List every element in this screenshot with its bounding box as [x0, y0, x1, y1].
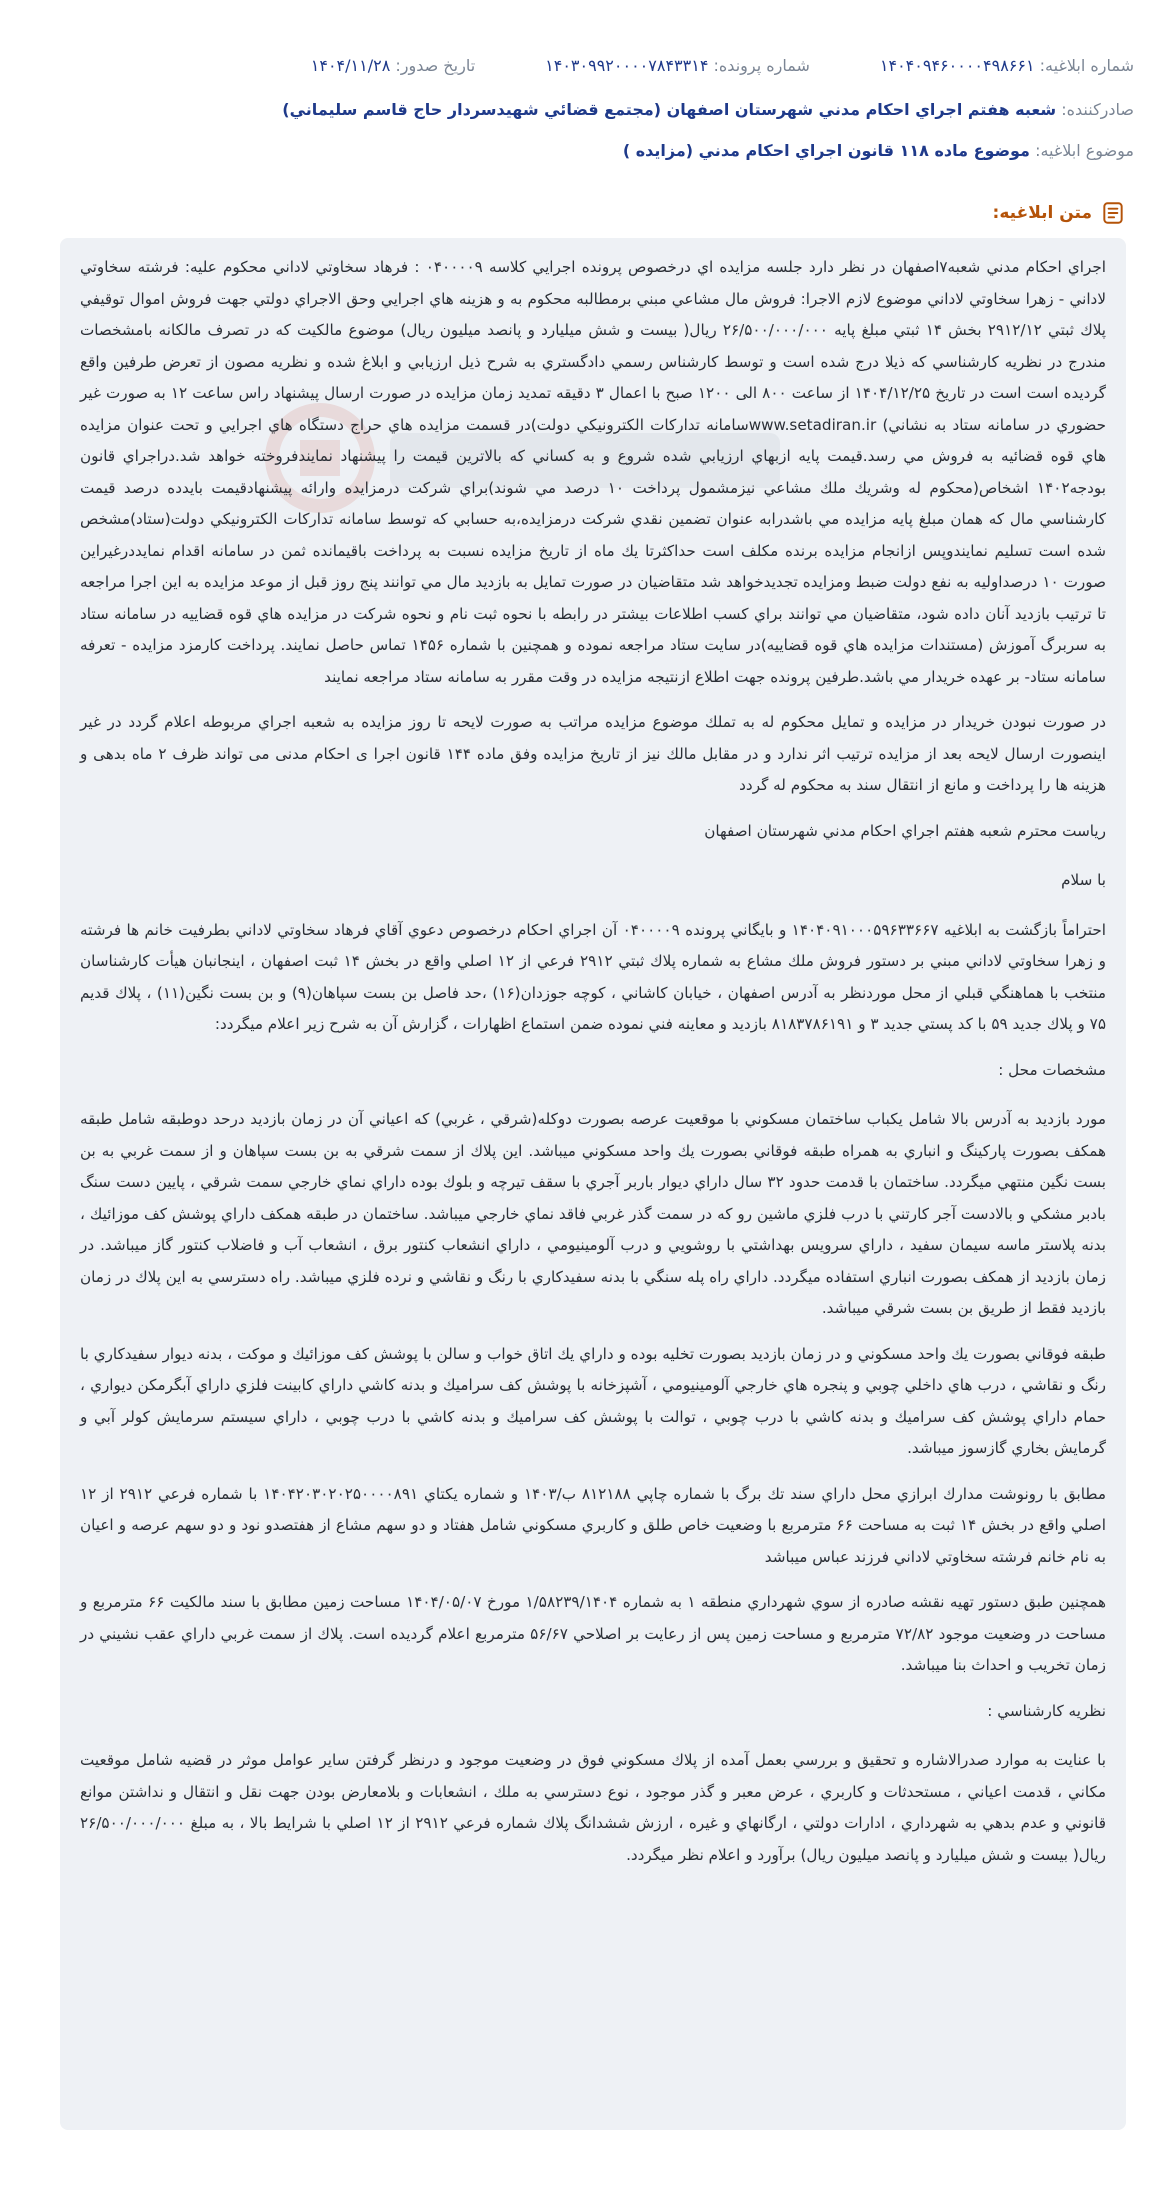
paragraph-addressee: رياست محترم شعبه هفتم اجراي احكام مدني شهرستان اصفهان — [704, 821, 1106, 840]
notice-body — [60, 238, 1126, 2130]
issuer-row — [282, 100, 1134, 119]
case-number-label: شماره پرونده: — [713, 56, 810, 75]
subject-label: موضوع ابلاغیه: — [1035, 141, 1134, 160]
notice-text-title: متن ابلاغیه: — [992, 203, 1092, 223]
paragraph-upper-floor: طبقه فوقاني بصورت يك واحد مسكوني و در زمان بازديد بصورت تخليه بوده و داراي يك اتاق خواب و سالن با پوشش كف موزائيك و موكت ، بدنه ديوار سفيدكاري با رنگ و نقاشي ، درب هاي داخلي چوبي و پنجره هاي خارجي آلومينيومي ، آشپزخانه با پوشش كف سراميك و بدنه كاشي داراي كابينت فلزي داراي آبگرمكن ديواري ، حمام داراي پوشش كف سراميك و بدنه كاشي با درب چوبي ، توالت با پوشش كف سراميك و بدنه كاشي با درب چوبي ، داراي سيستم سرمايش كولر آبي و گرمايش بخاري گازسوز ميباشد. — [80, 1344, 1106, 1457]
notice-number — [880, 56, 1134, 75]
paragraph-no-buyer: در صورت نبودن خريدار در مزايده و تمايل محكوم له به تملك موضوع مزايده مراتب به صورت لايحه تا روز مزايده به شعبه اجراي مربوطه اعلام گردد در غير اينصورت ارسال لايحه بعد از مزايده ترتيب اثر ندارد و در مقابل مالك نيز از تاريخ مزايده وفق ماده ۱۴۴ قانون اجرا ی احكام مدنی می تواند ظرف ۲ ماه بدهی و هزينه ها را پرداخت و مانع از انتقال سند به محكوم له گردد — [80, 713, 1106, 794]
issue-date-label: تاریخ صدور: — [395, 56, 476, 75]
paragraph-site-description: مورد بازديد به آدرس بالا شامل يكباب ساختمان مسكوني با موقعيت عرصه بصورت دوكله(شرقي ، غربي) كه اعياني آن در زمان بازديد درحد دوطبقه شامل طبقه همكف بصورت پاركينگ و انباري به همراه طبقه فوقاني بصورت يك واحد مسكوني ميباشد. اين پلاك از سمت شرقي به بن بست سپاهان و از سمت غربي به بن بست نگين منتهي ميگردد. ساختمان با قدمت حدود ۳۲ سال داراي ديوار باربر آجري با سقف تيرچه و بلوك بوده داراي نماي خارجي سمت شرقي ، پايين دست سنگ بادبر مشكي و بالادست آجر كارتني با درب فلزي ماشين رو كه در سمت گذر غربي فاقد نماي خارجي ميباشد. ساختمان در طبقه همكف داراي پوشش كف موزائيك ، بدنه پلاستر ماسه سيمان سفيد ، داراي سرويس بهداشتي با روشويي و درب آلومينيومي ، داراي انشعاب كنتور برق ، انشعاب آب و فاضلاب كنتور گاز ميباشد. در زمان بازديد از همكف بصورت انباري استفاده ميگردد. داراي راه پله سنگي با بدنه سفيدكاري با رنگ و نقاشي و نرده فلزي ميباشد. راه دسترسي به اين پلاك در زمان بازديد فقط از طريق بن بست شرقي ميباشد. — [80, 1110, 1106, 1317]
issue-date-value: ۱۴۰۴/۱۱/۲۸ — [310, 56, 391, 75]
issuer-value: شعبه هفتم اجراي احكام مدني شهرستان اصفهان (مجتمع قضائي شهيدسردار حاج قاسم سليماني) — [282, 100, 1057, 119]
paragraph-site-heading: مشخصات محل : — [998, 1060, 1106, 1079]
paragraph-greeting: با سلام — [1061, 871, 1106, 889]
paragraph-municipality: همچنين طبق دستور تهيه نقشه صادره از سوي شهرداري منطقه ۱ به شماره ۱/۵۸۲۳۹/۱۴۰۴ مورخ ۱۴۰۴/۰۵/۰۷ مساحت زمين مطابق با سند مالكيت ۶۶ مترمربع و مساحت در وضعيت موجود ۷۲/۸۲ مترمربع و مساحت زمين پس از رعايت بر اصلاحي ۵۶/۶۷ مترمربع اعلام گرديده است. پلاك از سمت غربي داراي عقب نشيني در زمان تخريب و احداث بنا ميباشد. — [80, 1593, 1107, 1674]
notice-text-heading — [993, 200, 1126, 226]
issuer-label: صادرکننده: — [1061, 100, 1134, 119]
paragraph-expert-opinion: با عنايت به موارد صدرالاشاره و تحقيق و بررسي بعمل آمده از پلاك مسكوني فوق در وضعيت موجود و درنظر گرفتن ساير عوامل موثر در قضيه شامل موقعيت مكاني ، قدمت اعياني ، مستحدثات و كاربري ، عرض معبر و گذر موجود ، نوع دسترسي به ملك ، انشعابات و بلامعارض بودن جهت نقل و انتقال و نداشتن موانع قانوني و عدم بدهي به شهرداري ، ادارات دولتي ، ارگانهاي و غيره ، ارزش ششدانگ پلاك شماره فرعي ۲۹۱۲ از ۱۲ اصلي با شرايط بالا ، به مبلغ ۲۶/۵۰۰/۰۰۰/۰۰۰ ريال( بيست و شش ميليارد و پانصد ميليون ريال) برآورد و اعلام نظر ميگردد. — [80, 1751, 1106, 1864]
subject-value: موضوع ماده ۱۱۸ قانون اجراي احكام مدني (مزايده ) — [622, 141, 1030, 160]
notice-number-label: شماره ابلاغیه: — [1039, 56, 1134, 75]
notice-meta-row — [241, 56, 1134, 75]
paragraph-auction-notice: اجراي احكام مدني شعبه۷اصفهان در نظر دارد جلسه مزايده اي درخصوص پرونده اجرايي كلاسه ۰۴۰۰۰۰۹ : فرهاد سخاوتي لاداني محكوم عليه: فرشته سخاوتي لاداني - زهرا سخاوتي لاداني موضوع لازم الاجرا: فروش مال مشاعي مبني برمطالبه محكوم به و هزينه هاي اجرايي وحق الاجراي دولتي جهت فروش اموال توقيفي پلاك ثبتي ۲۹۱۲/۱۲ بخش ۱۴ ثبتي مبلغ پايه ۲۶/۵۰۰/۰۰۰/۰۰۰ ريال( بيست و شش ميليارد و پانصد ميليون ريال) موضوع مالكيت كه در تصرف مالكانه بامشخصات مندرج در نظريه كارشناسي كه ذيلا درج شده است و توسط كارشناس رسمي دادگستري به شرح ذيل ارزيابي و ابلاغ شده و نظريه مصون از تعرض طرفين واقع گرديده است است در تاريخ ۱۴۰۴/۱۲/۲۵ از ساعت ۸۰۰ الی ۱۲۰۰ صبح با اعمال ۳ دقيقه تمديد زمان مزايده در صورت ارسال پيشنهاد راس ساعت ۱۲ به صورت غير حضوري در سامانه ستاد به نشاني) www.setadiran.irسامانه تداركات الكترونيكي دولت)در قسمت مزايده هاي حراج دستگاه هاي اجرايي و تحت عنوان مزايده هاي قوه قضائيه به فروش مي رسد.قيمت پايه ازبهاي ارزيابي شده شروع و به كساني كه بالاترين قيمت را پيشنهاد نمايندفروخته خواهد شد.دراجراي قانون بودجه۱۴۰۲ اشخاص(محكوم له وشريك ملك مشاعي نيزمشمول پرداخت ۱۰ درصد مي شوند)براي شركت درمزايده وارائه پيشنهادقيمت بايدده درصد قيمت كارشناسي مال كه همان مبلغ پايه مزايده مي باشدرابه عنوان تضمين نقدي شركت درمزايده،به حسابي كه توسط سامانه تداركات الكترونيكي دولت(ستاد)مشخص شده است تسليم نمايندوپس ازانجام مزايده برنده مكلف است حداكثرتا يك ماه از تاريخ مزايده نسبت به پرداخت باقيمانده ثمن در سامانه اقدام نمايددرغيراين صورت ۱۰ درصداوليه به نفع دولت ضبط ومزايده تجديدخواهد شد متقاضيان در صورت تمايل به بازديد مال مي توانند پنج روز قبل از موعد مزايده به اين اجرا مراجعه تا ترتيب بازديد آنان داده شود، متقاضيان مي توانند براي كسب اطلاعات بيشتر در رابطه با نحوه ثبت نام و نحوه شركت در مزايده هاي قوه قضاييه در سامانه ستاد به سربرگ آموزش (مستندات مزايده هاي قوه قضاييه)در سايت ستاد مراجعه نموده و همچنين با شماره ۱۴۵۶ تماس حاصل نمايند. پرداخت كارمزد مزايده - تعرفه سامانه ستاد- بر عهده خريدار مي باشد.طرفين پرونده جهت اطلاع ازنتيجه مزايده در وقت مقرر به سامانه ستاد مراجعه نمايند — [80, 258, 1107, 686]
subject-row — [623, 141, 1134, 160]
issue-date — [311, 56, 475, 75]
paragraph-report-intro: احتراماً بازگشت به ابلاغيه ۱۴۰۴۰۹۱۰۰۰۵۹۶۳۳۶۶۷ و بايگاني پرونده ۰۴۰۰۰۰۹ آن اجراي احكام درخصوص دعوي آقاي فرهاد سخاوتي لاداني بطرفيت خانم ها فرشته و زهرا سخاوتي لاداني مبني بر دستور فروش ملك مشاع به شماره پلاك ثبتي ۲۹۱۲ فرعي از ۱۲ اصلي واقع در بخش ۱۴ ثبت اصفهان ، اينجانبان هيأت كارشناسان منتخب با هماهنگي قبلي از محل موردنظر به آدرس اصفهان ، خيابان كاشاني ، كوچه جوزدان(۱۶) ،حد فاصل بن بست سپاهان(۹) و بن بست نگين(۱۱) ، پلاك قديم ۷۵ و پلاك جديد ۵۹ با كد پستي جديد ۳ و ۸۱۸۳۷۸۶۱۹۱ بازديد و معاينه فني نموده ضمن استماع اظهارات ، گزارش آن به شرح زير اعلام ميگردد: — [80, 920, 1106, 1033]
paragraph-opinion-heading: نظريه كارشناسي : — [987, 1701, 1106, 1720]
case-number — [545, 56, 810, 75]
notice-document-icon — [1100, 200, 1126, 226]
paragraph-deed: مطابق با رونوشت مدارك ابرازي محل داراي سند تك برگ با شماره چاپي ۸۱۲۱۸۸ ب/۱۴۰۳ و شماره يكتاي ۱۴۰۴۲۰۳۰۲۰۲۵۰۰۰۰۸۹۱ با شماره فرعي ۲۹۱۲ از ۱۲ اصلي واقع در بخش ۱۴ ثبت به مساحت ۶۶ مترمربع با وضعيت خاص طلق و كاربري مسكوني شامل هفتاد و دو سهم مشاع از هفتصدو نود و دو سهم عرصه و اعيان به نام خانم فرشته سخاوتي لاداني فرزند عباس ميباشد — [80, 1484, 1106, 1566]
notice-number-value: ۱۴۰۴۰۹۴۶۰۰۰۰۴۹۸۶۶۱ — [879, 56, 1035, 75]
case-number-value: ۱۴۰۳۰۹۹۲۰۰۰۰۷۸۴۳۳۱۴ — [545, 56, 709, 75]
